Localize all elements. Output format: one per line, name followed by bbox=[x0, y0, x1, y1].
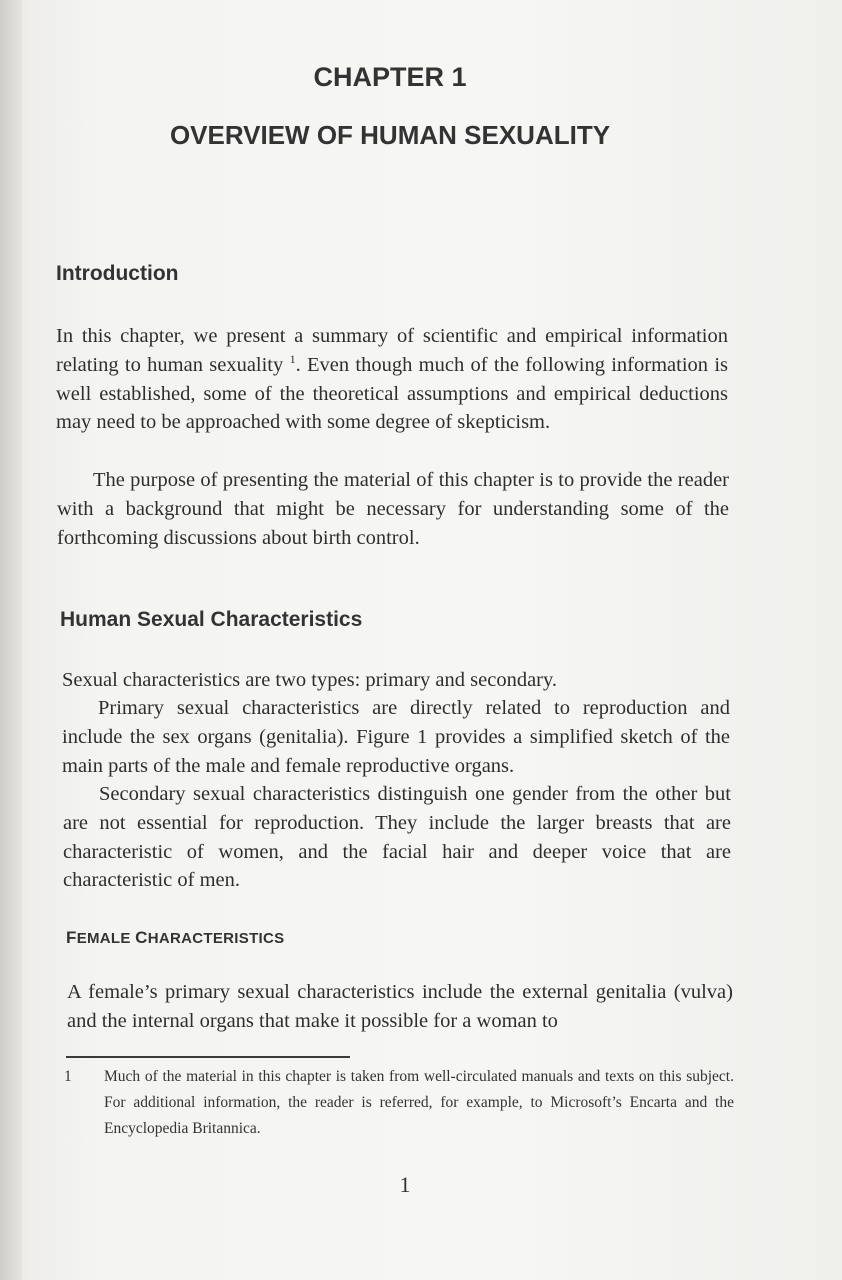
chapter-title: OVERVIEW OF HUMAN SEXUALITY bbox=[169, 120, 611, 150]
footnote-number: 1 bbox=[64, 1068, 72, 1085]
characteristics-paragraph-1: Sexual characteristics are two types: primary and secondary. bbox=[62, 669, 558, 691]
introduction-paragraph-1-text-b: . Even though much of the following information is well established, some of the theoretical assumptions and empirical deductions may need to be approached with some degree of skepticism. bbox=[56, 353, 728, 434]
female-paragraph-1: A female’s primary sexual characteristics include the external genitalia (vulva) and the internal organs that make it possible for a woman to bbox=[67, 981, 733, 1032]
female-heading-rest-2: HARACTERISTICS bbox=[147, 930, 285, 947]
characteristics-paragraph-3: Secondary sexual characteristics distinguish one gender from the other but are not essential for reproduction. They include the larger breasts that are characteristic of women, and the facial hair and deeper voice that are characteristic of men. bbox=[63, 783, 731, 892]
chapter-number: CHAPTER 1 bbox=[313, 62, 467, 92]
page-binding-edge bbox=[0, 0, 22, 1280]
female-heading-rest-1: EMALE bbox=[76, 930, 136, 947]
characteristics-heading: Human Sexual Characteristics bbox=[60, 608, 363, 631]
female-characteristics-heading bbox=[66, 928, 284, 948]
footnote-text: Much of the material in this chapter is taken from well-circulated manuals and texts on this subject. For additional information, the reader is referred, for example, to Microsoft’s Encarta and the Encyclopedia Britannica. bbox=[104, 1068, 734, 1137]
characteristics-paragraph-2: Primary sexual characteristics are directly related to reproduction and include the sex organs (genitalia). Figure 1 provides a simplified sketch of the main parts of the male and female reproductive organs. bbox=[62, 697, 730, 777]
page-number: 1 bbox=[399, 1172, 411, 1197]
introduction-paragraph-1 bbox=[56, 322, 728, 437]
footnote-reference: 1 bbox=[289, 351, 296, 366]
female-heading-initial-1: F bbox=[66, 928, 77, 947]
introduction-paragraph-2: The purpose of presenting the material of this chapter is to provide the reader with a background that might be necessary for understanding some of the forthcoming discussions about birth control. bbox=[57, 469, 729, 549]
female-heading-initial-2: C bbox=[135, 928, 148, 947]
footnote-separator bbox=[66, 1056, 350, 1058]
introduction-heading: Introduction bbox=[56, 262, 179, 285]
introduction-paragraph-1-text-a: In this chapter, we present a summary of scientific and empirical information relating to human sexuality bbox=[56, 325, 728, 376]
